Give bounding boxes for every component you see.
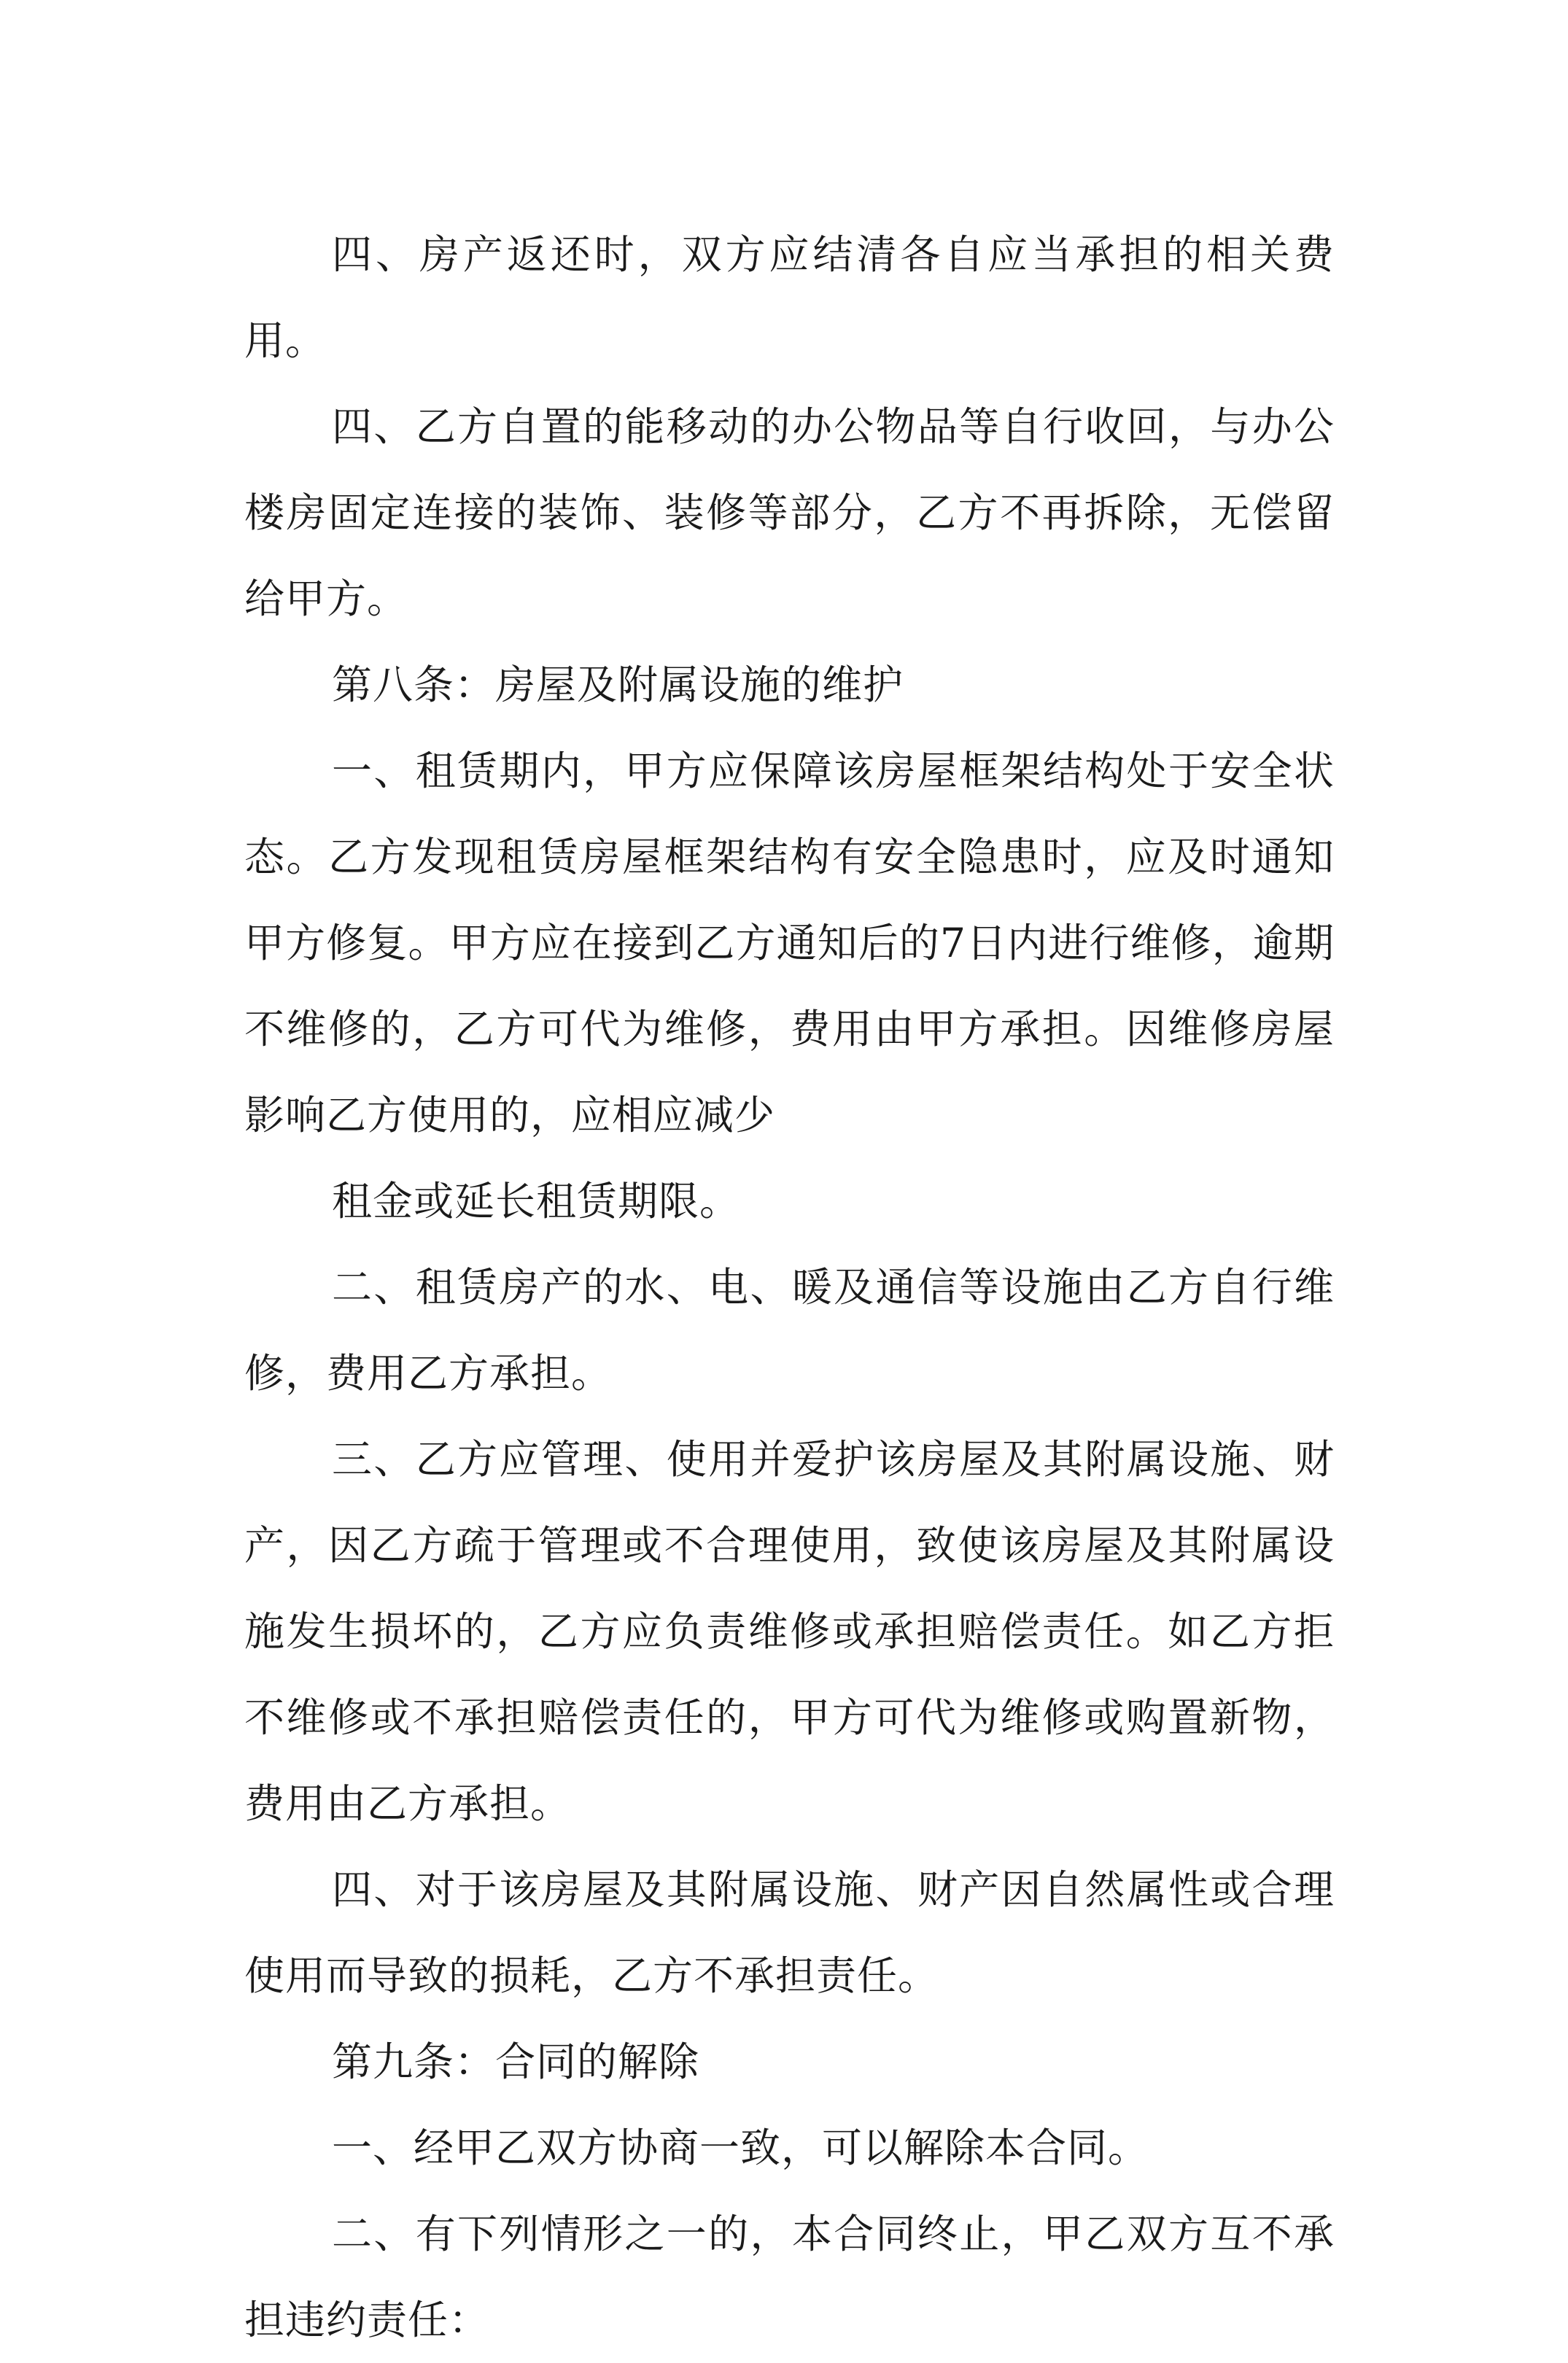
section-heading-article-8: 第八条：房屋及附属设施的维护 <box>332 661 904 708</box>
paragraph-property-return-fees: 四、房产返还时，双方应结清各自应当承担的相关费用。 <box>244 231 1335 364</box>
paragraph-structure-safety: 一、租赁期内，甲方应保障该房屋框架结构处于安全状态。乙方发现租赁房屋框架结构有安全隐患时，应及时通知甲方修复。甲方应在接到乙方通知后的7日内进行维修，逾期不维修的，乙方可代为维修，费用由甲方承担。因维修房屋影响乙方使用的，应相应减少 <box>244 748 1335 1138</box>
paragraph-utilities-maintenance: 二、租赁房产的水、电、暖及通信等设施由乙方自行维修，费用乙方承担。 <box>244 1264 1335 1397</box>
paragraph-mutual-termination: 一、经甲乙双方协商一致，可以解除本合同。 <box>332 2125 1149 2171</box>
paragraph-movable-items: 四、乙方自置的能移动的办公物品等自行收回，与办公楼房固定连接的装饰、装修等部分，乙方不再拆除，无偿留给甲方。 <box>244 403 1335 622</box>
paragraph-tenant-care: 三、乙方应管理、使用并爱护该房屋及其附属设施、财产，因乙方疏于管理或不合理使用，致使该房屋及其附属设施发生损坏的，乙方应负责维修或承担赔偿责任。如乙方拒不维修或不承担赔偿责任的，甲方可代为维修或购置新物，费用由乙方承担。 <box>244 1436 1335 1827</box>
paragraph-termination-conditions: 二、有下列情形之一的，本合同终止，甲乙双方互不承担违约责任： <box>244 2211 1335 2343</box>
paragraph-natural-wear: 四、对于该房屋及其附属设施、财产因自然属性或合理使用而导致的损耗，乙方不承担责任。 <box>244 1866 1335 1999</box>
paragraph-rent-reduction: 租金或延长租赁期限。 <box>332 1178 741 1225</box>
document-body <box>244 212 1335 2363</box>
section-heading-article-9: 第九条：合同的解除 <box>332 2038 700 2085</box>
